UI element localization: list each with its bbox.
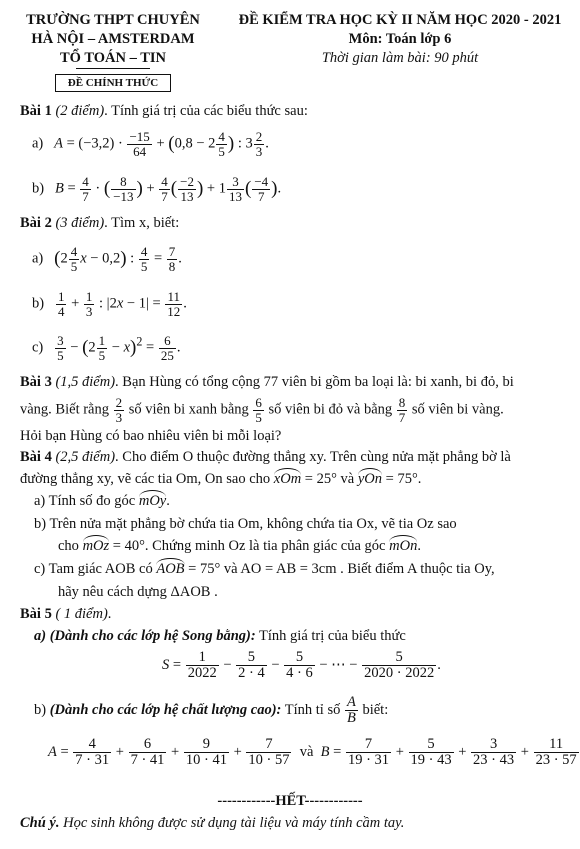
bai1-b: b) B = $\frac{4}{7}$ · ( $\frac{8}{-13}$ ) + $\frac{4}{7}$ ( $\frac{-2}{13}$ ) + 1 $\frac{3}{13}$ ( $\frac{-4}{7}$ ).: [32, 174, 282, 204]
bai5-a-expression: S = $\frac{1}{2022}$ − $\frac{5}{2 \cdot 4}$ − $\frac{5}{4 \cdot 6}$ − ⋯ − $\frac{5}{2020 \cdot 2022}$ .: [162, 649, 441, 682]
bai4-b2: cho mOz = 40°. Chứng minh Oz là tia phân giác của góc mOn.: [58, 538, 421, 554]
bai1-heading: Bài 1 (2 điểm). Tính giá trị của các biểu thức sau:: [20, 103, 308, 119]
bai2-b: b) $\frac{1}{4}$ + $\frac{1}{3}$ : |2x − 1| = $\frac{11}{12}$ .: [32, 289, 187, 319]
exam-duration: Thời gian làm bài: 90 phút: [321, 50, 479, 66]
school-line1: TRƯỜNG THPT CHUYÊN: [26, 12, 200, 28]
bai4-c2: hãy nêu cách dựng ΔAOB .: [58, 584, 218, 600]
bai5-a: a) (Dành cho các lớp hệ Song bằng): Tính giá trị của biểu thức: [34, 628, 406, 644]
bai4-line2: đường thẳng xy, vẽ các tia Om, On sao cho xOm = 25° và yOn = 75°.: [20, 471, 422, 487]
bai3-line1: Bài 3 (1,5 điểm). Bạn Hùng có tổng cộng 77 viên bi gồm ba loại là: bi xanh, bi đỏ, bi: [20, 374, 514, 390]
department: TỔ TOÁN – TIN: [60, 50, 166, 66]
bai2-heading: Bài 2 (3 điểm). Tìm x, biết:: [20, 215, 180, 231]
end-marker: ------------HẾT------------: [217, 793, 363, 809]
bai1-a: a) A = (−3,2) · $\frac{-15}{64}$ + (0,8 − 2 $\frac{4}{5}$ ) : 3 $\frac{2}{3}$ .: [32, 129, 269, 159]
bai4-c1: c) Tam giác AOB có AOB = 75° và AO = AB = 3cm . Biết điểm A thuộc tia Oy,: [34, 561, 495, 577]
bai5-heading: Bài 5 ( 1 điểm).: [20, 606, 112, 622]
bai3-line2: vàng. Biết rằng $\frac{2}{3}$ số viên bi xanh bằng $\frac{6}{5}$ số viên bi đỏ và bằng $\frac{8}{7}$ số viên bi vàng.: [20, 395, 504, 425]
bai4-a: a) Tính số đo góc mOy.: [34, 493, 170, 509]
exam-subject: Môn: Toán lớp 6: [348, 31, 452, 47]
dept-underline: [76, 68, 150, 69]
bai4-b1: b) Trên nửa mặt phẳng bờ chứa tia Om, không chứa tia Ox, vẽ tia Oz sao: [34, 516, 457, 532]
bai2-a: a) (2 $\frac{4}{5}$ x − 0,2) : $\frac{4}{5}$ = $\frac{7}{8}$ .: [32, 244, 182, 274]
bai3-line3: Hỏi bạn Hùng có bao nhiêu viên bi mỗi loại?: [20, 428, 282, 444]
exam-title: ĐỀ KIỂM TRA HỌC KỲ II NĂM HỌC 2020 - 2021: [238, 12, 562, 28]
official-stamp: ĐỀ CHÍNH THỨC: [55, 74, 171, 92]
bai5-b: b) (Dành cho các lớp hệ chất lượng cao): Tính tỉ số $\frac{A}{B}$ biết:: [34, 694, 389, 727]
footer-note: Chú ý. Học sinh không được sử dụng tài liệu và máy tính cầm tay.: [20, 815, 405, 831]
school-line2: HÀ NỘI – AMSTERDAM: [31, 31, 195, 47]
bai2-c: c) $\frac{3}{5}$ − (2 $\frac{1}{5}$ − x)$^2$ = $\frac{6}{25}$ .: [32, 333, 181, 363]
bai5-b-expression: A = $\frac{4}{7 \cdot 31}$ + $\frac{6}{7 \cdot 41}$ + $\frac{9}{10 \cdot 41}$ + $\frac{7}{10 \cdot 57}$ và B = $\frac{7}{19 \cdot 31}$ + $\frac{5}{19 \cdot 43}$ + $\frac{3}{23 \cdot 43}$ + $\frac{11}{23 \cdot 57}$: [48, 736, 577, 769]
bai4-line1: Bài 4 (2,5 điểm). Cho điểm O thuộc đường thẳng xy. Trên cùng nửa mặt phẳng bờ là: [20, 449, 511, 465]
